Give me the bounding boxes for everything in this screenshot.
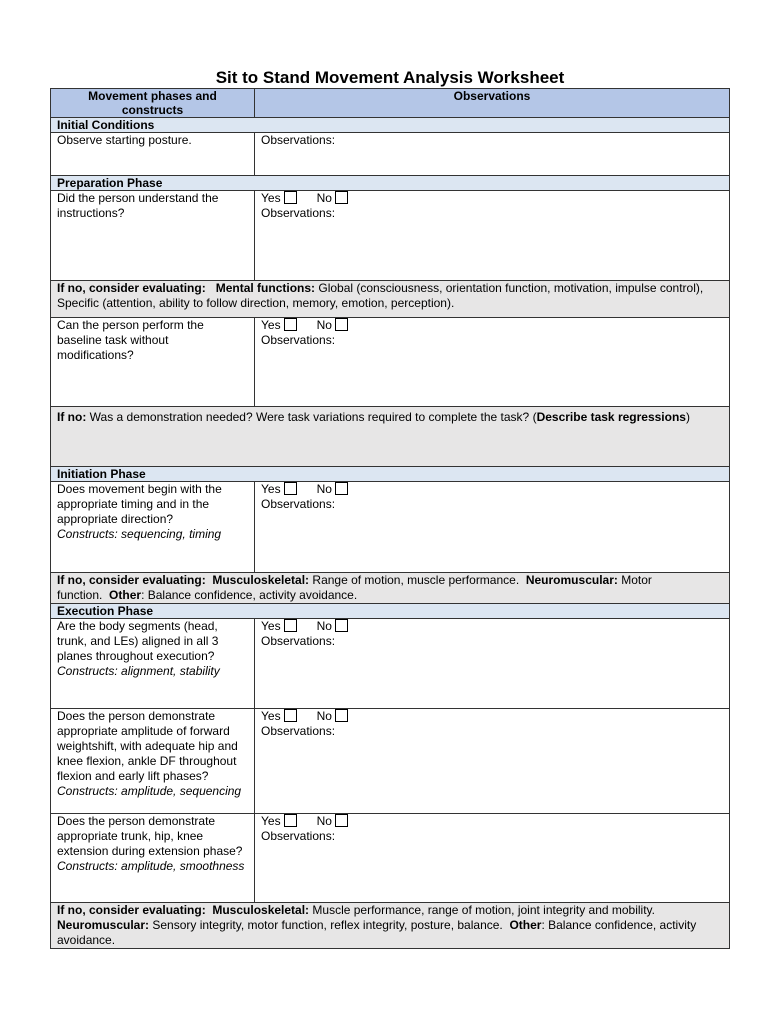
table-row [51,191,730,281]
section-heading: Preparation Phase [51,176,730,191]
no-checkbox[interactable] [335,482,348,495]
constructs-text: Constructs: amplitude, smoothness [57,859,245,873]
question-cell: Are the body segments (head, trunk, and LEs) aligned in all 3 planes throughout execution? Constructs: alignment, stability [51,619,255,709]
yes-label: Yes [261,318,281,332]
question-cell: Did the person understand the instructions? [51,191,255,281]
table-row [51,482,730,573]
yes-checkbox[interactable] [284,619,297,632]
observations-label: Observations: [261,634,336,648]
section-heading: Initial Conditions [51,118,730,133]
no-label: No [316,814,332,828]
question-cell: Does the person demonstrate appropriate trunk, hip, knee extension during extension phase? Constructs: amplitude, smoothness [51,814,255,903]
observations-label: Observations: [261,497,336,511]
question-cell: Does movement begin with the appropriate timing and in the appropriate direction? Constructs: sequencing, timing [51,482,255,573]
yes-checkbox[interactable] [284,482,297,495]
section-execution [51,604,730,619]
table-row [51,814,730,903]
no-label: No [316,318,332,332]
yes-checkbox[interactable] [284,318,297,331]
consider-note: If no: Was a demonstration needed? Were task variations required to complete the task? (Describe task regressions) [51,407,730,467]
constructs-text: Constructs: amplitude, sequencing [57,784,242,798]
section-heading: Execution Phase [51,604,730,619]
table-row [51,318,730,407]
section-initiation [51,467,730,482]
consider-row [51,903,730,949]
yes-label: Yes [261,619,281,633]
header-phases: Movement phases and constructs [51,89,255,118]
yes-label: Yes [261,191,281,205]
question-cell: Can the person perform the baseline task without modifications? [51,318,255,407]
consider-row [51,407,730,467]
no-checkbox[interactable] [335,709,348,722]
section-heading: Initiation Phase [51,467,730,482]
observations-label: Observations: [261,724,336,738]
observation-cell[interactable] [255,814,730,903]
no-label: No [316,619,332,633]
table-row [51,619,730,709]
observation-cell[interactable] [255,482,730,573]
yes-checkbox[interactable] [284,814,297,827]
observation-cell[interactable] [255,619,730,709]
yes-checkbox[interactable] [284,191,297,204]
table-row [51,133,730,176]
observations-label: Observations: [261,333,336,347]
no-label: No [316,191,332,205]
page-title: Sit to Stand Movement Analysis Worksheet [215,68,565,87]
constructs-text: Constructs: sequencing, timing [57,527,222,541]
worksheet-table [50,88,730,949]
observations-label: Observations: [261,829,336,843]
observation-cell[interactable] [255,318,730,407]
no-label: No [316,709,332,723]
observations-label: Observations: [261,133,336,147]
observations-label: Observations: [261,206,336,220]
table-header-row [51,89,730,118]
section-initial [51,118,730,133]
consider-note: If no, consider evaluating: Musculoskeletal: Range of motion, muscle performance. Neuromuscular: Motor function. Other: Balance confidence, activity avoidance. [51,573,730,604]
question-cell: Does the person demonstrate appropriate amplitude of forward weightshift, with adequate hip and knee flexion, ankle DF throughout flexion and early lift phases? Constructs: amplitude, sequencing [51,709,255,814]
yes-checkbox[interactable] [284,709,297,722]
yes-label: Yes [261,709,281,723]
observation-cell[interactable] [255,191,730,281]
no-checkbox[interactable] [335,619,348,632]
no-label: No [316,482,332,496]
header-observations: Observations [255,89,730,118]
consider-note: If no, consider evaluating: Musculoskeletal: Muscle performance, range of motion, joint integrity and mobility. Neuromuscular: Sensory integrity, motor function, reflex integrity, posture, balance. Other: Balance confidence, activity avoidance. [51,903,730,949]
observation-cell[interactable] [255,133,730,176]
consider-row [51,281,730,318]
yes-label: Yes [261,814,281,828]
section-preparation [51,176,730,191]
no-checkbox[interactable] [335,814,348,827]
observation-cell[interactable] [255,709,730,814]
yes-label: Yes [261,482,281,496]
no-checkbox[interactable] [335,191,348,204]
consider-row [51,573,730,604]
table-row [51,709,730,814]
question-cell: Observe starting posture. [51,133,255,176]
constructs-text: Constructs: alignment, stability [57,664,220,678]
consider-note: If no, consider evaluating: Mental functions: Global (consciousness, orientation function, motivation, impulse control), Specific (attention, ability to follow direction, memory, emotion, perception). [51,281,730,318]
no-checkbox[interactable] [335,318,348,331]
